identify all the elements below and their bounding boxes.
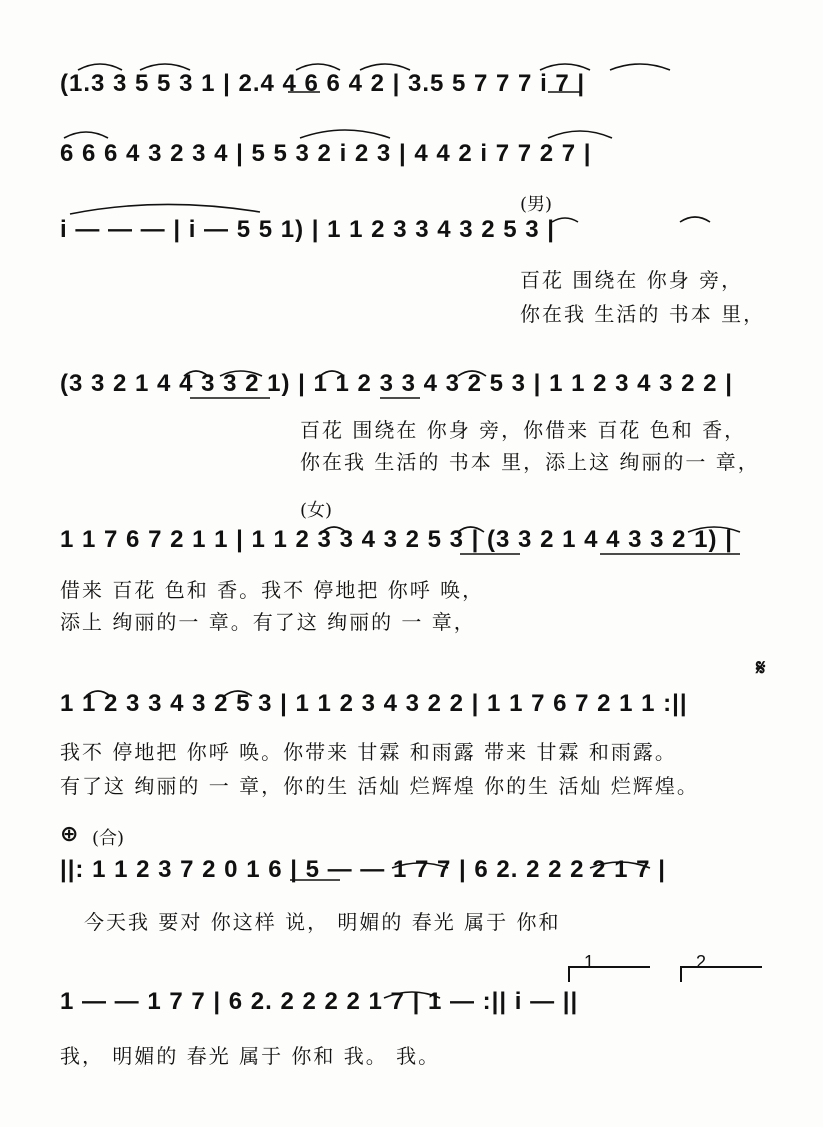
part-label-male: (男) xyxy=(520,194,553,215)
score-row-4: (3 3 2 1 4 4 3 3 2 1) | 1 1 2 3 3 4 3 2 5 3 | 1 1 2 3 4 3 2 2 | xyxy=(60,370,733,397)
score-row-7: ||: 1 1 2 3 7 2 0 1 6 | 5 — — 1 7 7 | 6 2. 2 2 2 2 1 7 | xyxy=(60,856,666,883)
segno-sign: 𝄋 xyxy=(756,656,766,681)
score-row-8: 1 — — 1 7 7 | 6 2. 2 2 2 2 1 7 | 1 — :|| i — || xyxy=(60,988,579,1015)
lyric-row-8: 我， 明媚的 春光 属于 你和 我。 我。 xyxy=(60,1044,441,1068)
volta-bracket-2 xyxy=(680,952,762,982)
volta-bracket-1 xyxy=(568,952,650,982)
lyric-row-5-verse-1: 借来 百花 色和 香。我不 停地把 你呼 唤， xyxy=(60,578,485,602)
score-row-2: 6 6 6 4 3 2 3 4 | 5 5 3 2 i 2 3 | 4 4 2 i 7 7 2 7 | xyxy=(60,140,592,167)
lyric-row-6-verse-2: 有了这 绚丽的 一 章，你的生 活灿 烂辉煌 你的生 活灿 烂辉煌。 xyxy=(60,774,699,798)
lyric-row-4-verse-2: 你在我 生活的 书本 里，添上这 绚丽的一 章， xyxy=(300,450,760,474)
lyric-row-4-verse-1: 百花 围绕在 你身 旁，你借来 百花 色和 香， xyxy=(300,418,747,442)
part-label-chorus: (合) xyxy=(92,828,125,849)
lyric-row-3-verse-2: 你在我 生活的 书本 里， xyxy=(520,302,766,326)
lyric-row-7: 今天我 要对 你这样 说， 明媚的 春光 属于 你和 xyxy=(84,910,561,934)
part-label-female: (女) xyxy=(300,500,333,521)
lyric-row-5-verse-2: 添上 绚丽的一 章。有了这 绚丽的 一 章， xyxy=(60,610,476,634)
score-row-3: i — — — | i — 5 5 1) | 1 1 2 3 3 4 3 2 5 3 | xyxy=(60,216,556,243)
score-row-5: 1 1 7 6 7 2 1 1 | 1 1 2 3 3 4 3 2 5 3 | (3 3 2 1 4 4 3 3 2 1) | xyxy=(60,526,733,553)
lyric-row-3-verse-1: 百花 围绕在 你身 旁， xyxy=(520,268,744,292)
coda-sign: ⊕ xyxy=(60,822,79,847)
lyric-row-6-verse-1: 我不 停地把 你呼 唤。你带来 甘霖 和雨露 带来 甘霖 和雨露。 xyxy=(60,740,677,764)
volta-number-1: 1 xyxy=(584,952,595,972)
score-row-1: (1.3 3 5 5 3 1 | 2.4 4 6 6 4 2 | 3.5 5 7 7 7 i 7 | xyxy=(60,70,586,97)
volta-number-2: 2 xyxy=(696,952,707,972)
score-row-6: 1 1 2 3 3 4 3 2 5 3 | 1 1 2 3 4 3 2 2 | 1 1 7 6 7 2 1 1 :|| xyxy=(60,690,688,717)
